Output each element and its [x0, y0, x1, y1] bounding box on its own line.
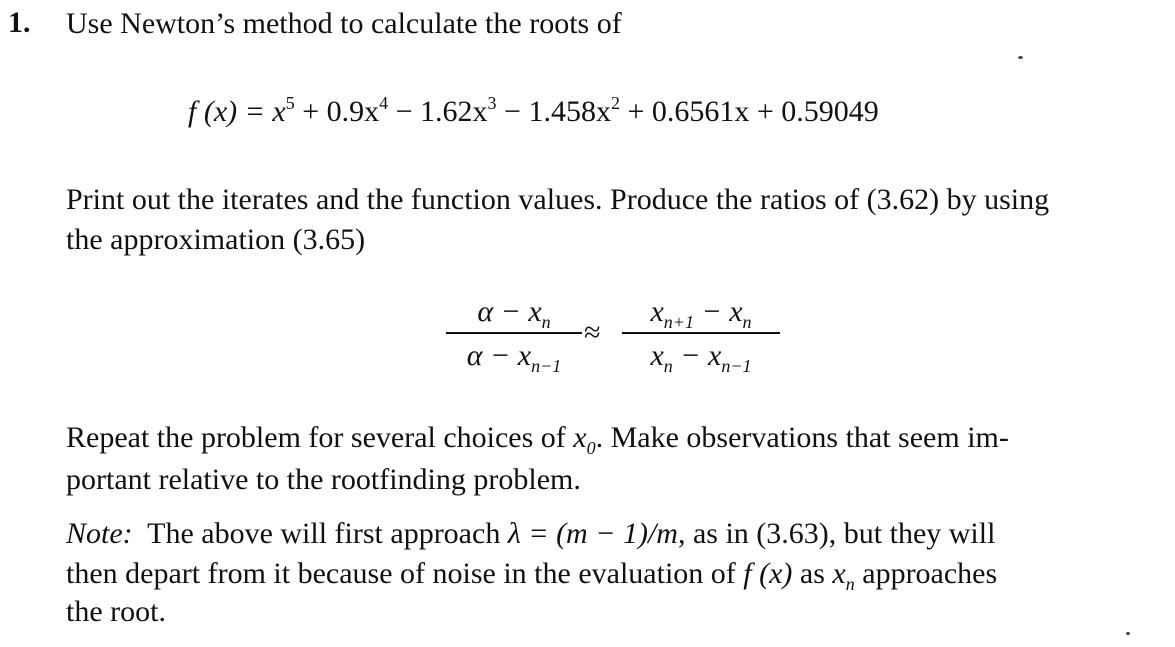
right-numerator: $x_{n+1} - x_n$	[622, 292, 780, 334]
right-fraction	[622, 292, 780, 378]
note-line-1: Note: The above will first approach λ = (m − 1)/m, as in (3.63), but they will	[66, 517, 996, 550]
equation-exp-2: 4	[379, 93, 389, 113]
left-numerator: $\alpha - x_n$	[446, 292, 582, 334]
left-fraction	[446, 292, 582, 378]
paragraph-2-line-1: Repeat the problem for several choices of $x_0$. Make observations that seem im-	[66, 421, 1009, 458]
equation-exp-3: 3	[487, 93, 497, 113]
problem-number: 1.	[8, 6, 31, 39]
equation-lhs: f (x) =	[188, 95, 265, 128]
equation-term-5: + 0.6561x + 0.59049	[627, 95, 879, 128]
problem-intro: Use Newton’s method to calculate the roots of	[66, 7, 622, 40]
approx-symbol: ≈	[584, 316, 601, 349]
ratio-approximation	[446, 292, 786, 392]
note-line-3: the root.	[66, 595, 166, 628]
scan-speck	[1018, 56, 1023, 59]
equation-term-4: − 1.458x	[504, 95, 611, 128]
paragraph-1-line-1: Print out the iterates and the function values. Produce the ratios of (3.62) by using	[66, 183, 1050, 216]
equation-exp-1: 5	[285, 93, 295, 113]
note-label: Note:	[66, 517, 133, 550]
equation-exp-4: 2	[610, 93, 620, 113]
scan-speck	[1126, 632, 1130, 635]
equation-term-3: − 1.62x	[395, 95, 488, 128]
polynomial-equation	[188, 95, 879, 129]
paragraph-2-line-2: portant relative to the rootfinding problem.	[66, 463, 581, 496]
left-denominator: $\alpha - x_{n-1}$	[466, 339, 562, 376]
paragraph-1-line-2: the approximation (3.65)	[66, 223, 366, 256]
note-line-2: then depart from it because of noise in the evaluation of f (x) as $x_n$ approaches	[66, 557, 998, 594]
equation-term-1: x	[272, 95, 286, 128]
right-denominator: $x_n - x_{n-1}$	[650, 339, 752, 376]
equation-term-2: + 0.9x	[302, 95, 380, 128]
